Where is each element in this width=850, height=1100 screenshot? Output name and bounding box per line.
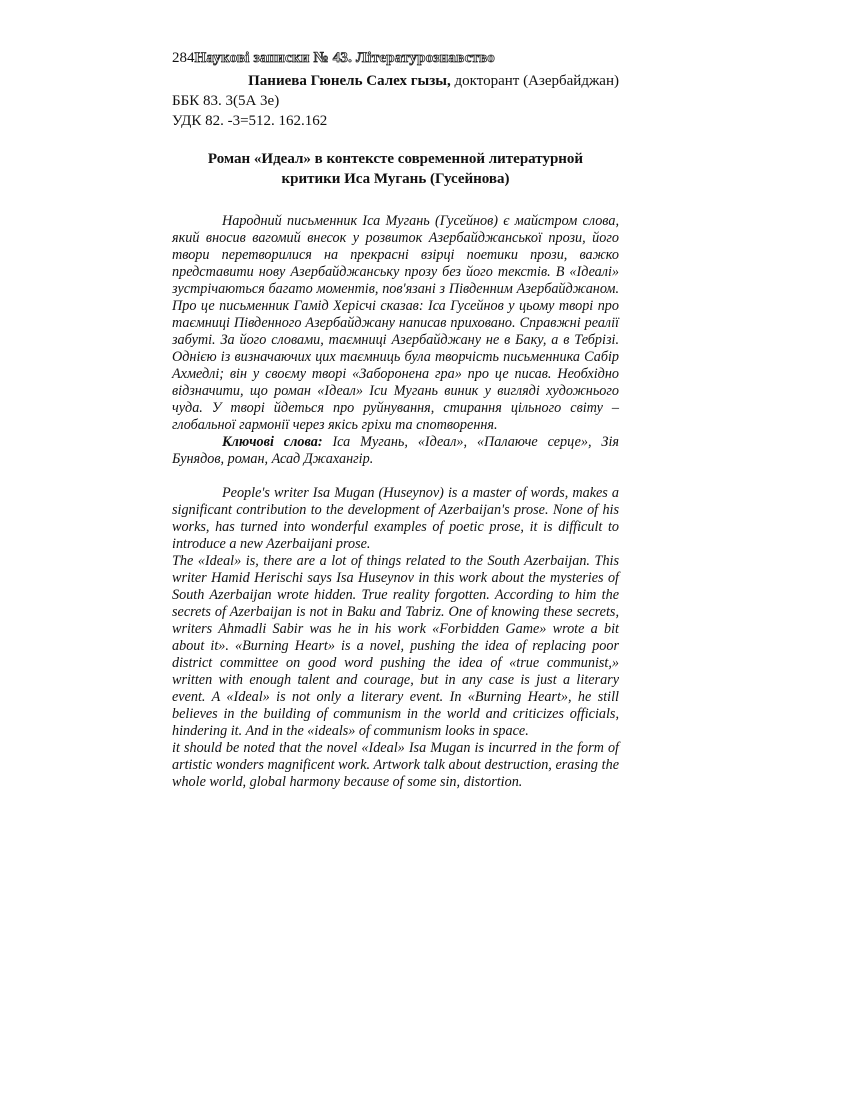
- author-role: докторант (Азербайджан): [450, 73, 619, 89]
- abstract-en-paragraph-2: The «Ideal» is, there are a lot of things related to the South Azerbaijan. This writer Hamid Herischi says Isa Huseynov in this work about the mysteries of South Azerbaijan wrote hidden. True reality forgotten. According to him the secrets of Azerbaijan is not in Baku and Tabriz. One of knowing these secrets, writers Ahmadli Sabir was he in his work «Forbidden Game» wrote a bit about it». «Burning Heart» is a novel, pushing the idea of replacing poor district committee on good word pushing the idea of «true communist,» written with enough talent and courage, but in any case is just a literary event. A «Ideal» is not only a literary event. In «Burning Heart», he still believes in the building of communism in the world and criticizes officials, hindering it. And in the «ideals» of communism looks in space.: [172, 553, 619, 739]
- abstract-en-paragraph-3: it should be noted that the novel «Ideal» Isa Mugan is incurred in the form of artistic wonders magnificent work. Artwork talk about destruction, erasing the whole world, global harmony because of some sin, distortion.: [172, 740, 619, 790]
- journal-title: Наукові записки № 43. Літературознавство: [194, 50, 495, 66]
- document-page: [172, 48, 619, 791]
- keywords: [172, 434, 619, 468]
- bbk-code: ББК 83. 3(5А 3е): [172, 93, 280, 109]
- article-title: [172, 149, 619, 189]
- abstract-ukrainian: [172, 213, 619, 468]
- abstract-en-paragraph-1: People's writer Isa Mugan (Huseynov) is a master of words, makes a significant contribution to the development of Azerbaijan's prose. None of his works, has turned into wonderful examples of poetic prose, it is difficult to introduce a new Azerbaijani prose.: [172, 485, 619, 552]
- udk-code: УДК 82. -3=512. 162.162: [172, 113, 328, 129]
- author-name: Паниева Гюнель Салех гызы,: [248, 73, 451, 89]
- author-line: [172, 71, 619, 91]
- page-number: 284: [172, 50, 195, 66]
- keywords-text: Іса Мугань, «Ідеал», «Палаюче серце», Зія Бунядов, роман, Асад Джахангір.: [172, 434, 619, 467]
- spacer: [172, 468, 619, 485]
- title-line-1: Роман «Идеал» в контексте современной литературной: [207, 151, 584, 167]
- abstract-uk-text: Народний письменник Іса Мугань (Гусейнов) є майстром слова, який вносив вагомий внесок у розвиток Азербайджанської прози, його твори перетворилися на прекрасні взірці поетики прози, важко представити нову Азербайджанську прозу без його текстів. В «Ідеалі» зустрічаються багато моментів, пов'язані з Південним Азербайджаном. Про це письменник Гамід Херісчі сказав: Іса Гусейнов у цьому творі про таємниці Південного Азербайджану написав приховано. Справжні реалії забуті. За його словами, таємниці Азербайджану не в Баку, а в Тебрізі. Однією із визначаючих цих таємниць була творчість письменника Сабір Ахмедлі; він у своєму творі «Заборонена гра» про це писав. Необхідно відзначити, що роман «Ідеал» Іси Мугань виник у вигляді художнього чуда. У творі йдеться про руйнування, стирання цільного світу – глобальної гармонії через якісь гріхи та спотворення.: [172, 213, 619, 433]
- abstract-english: [172, 485, 619, 791]
- title-line-2: критики Иса Мугань (Гусейнова): [281, 171, 510, 187]
- running-header: [172, 48, 619, 68]
- keywords-label: Ключові слова:: [222, 434, 323, 450]
